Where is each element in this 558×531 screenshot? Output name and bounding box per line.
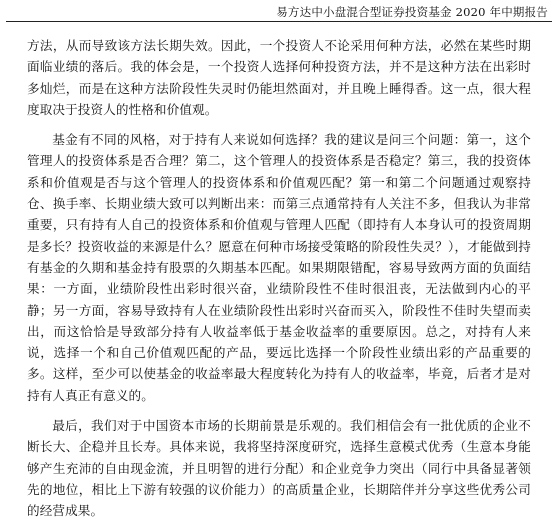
paragraph-3: 最后，我们对于中国资本市场的长期前景是乐观的。我们相信会有一批优质的企业不断长大、企稳并且长寿。具体来说，我将坚持深度研究，选择生意模式优秀（生意本身能够产生充沛的自由现金流，并且明智的进行分配）和企业竞争力突出（同行中具备显著领先的地位，相比上下游有较强的议价能力）的高质量企业，长期陪伴并分享这些优秀公司的经营成果。 [27, 418, 531, 519]
paragraph-1: 方法，从而导致该方法长期失效。因此，一个投资人不论采用何种方法，必然在某些时期面临业绩的落后。我的体会是，一个投资人选择何种投资方法，并不是这种方法在出彩时多灿烂，而是在这种方法阶段性失灵时仍能坦然面对，并且晚上睡得香。这一点，很大程度取决于投资人的性格和价值观。 [27, 38, 531, 117]
header-divider [6, 21, 552, 22]
page-header-title: 易方达中小盘混合型证券投资基金 2020 年中期报告 [276, 5, 548, 19]
paragraph-2: 基金有不同的风格，对于持有人来说如何选择？我的建议是问三个问题：第一，这个管理人的投资体系是否合理？第二，这个管理人的投资体系是否稳定？第三，我的投资体系和价值观是否与这个管理人的投资体系和价值观匹配？第一和第二个问题通过观察持仓、换手率、长期业绩大致可以判断出来：而第三点通常持有人关注不多，但我认为非常重要，只有持有人自己的投资体系和价值观与管理人匹配（即持有人本身认可的投资周期是多长？投资收益的来源是什么？愿意在何种市场接受策略的阶段性失灵？），才能做到持有基金的久期和基金持有股票的久期基本匹配。如果期限错配，容易导致两方面的负面结果：一方面，业绩阶段性出彩时很兴奋，业绩阶段性不佳时很沮丧，无法做到内心的平静；另一方面，容易导致持有人在业绩阶段性出彩时兴奋而买入，阶段性不佳时失望而卖出，而这恰恰是导致部分持有人收益率低于基金收益率的重要原因。总之，对持有人来说，选择一个和自己价值观匹配的产品，要远比选择一个阶段性业绩出彩的产品重要的多。这样，至少可以使基金的收益率最大程度转化为持有人的收益率，毕竟，后者才是对持有人真正有意义的。 [27, 132, 531, 403]
report-body [27, 35, 531, 531]
